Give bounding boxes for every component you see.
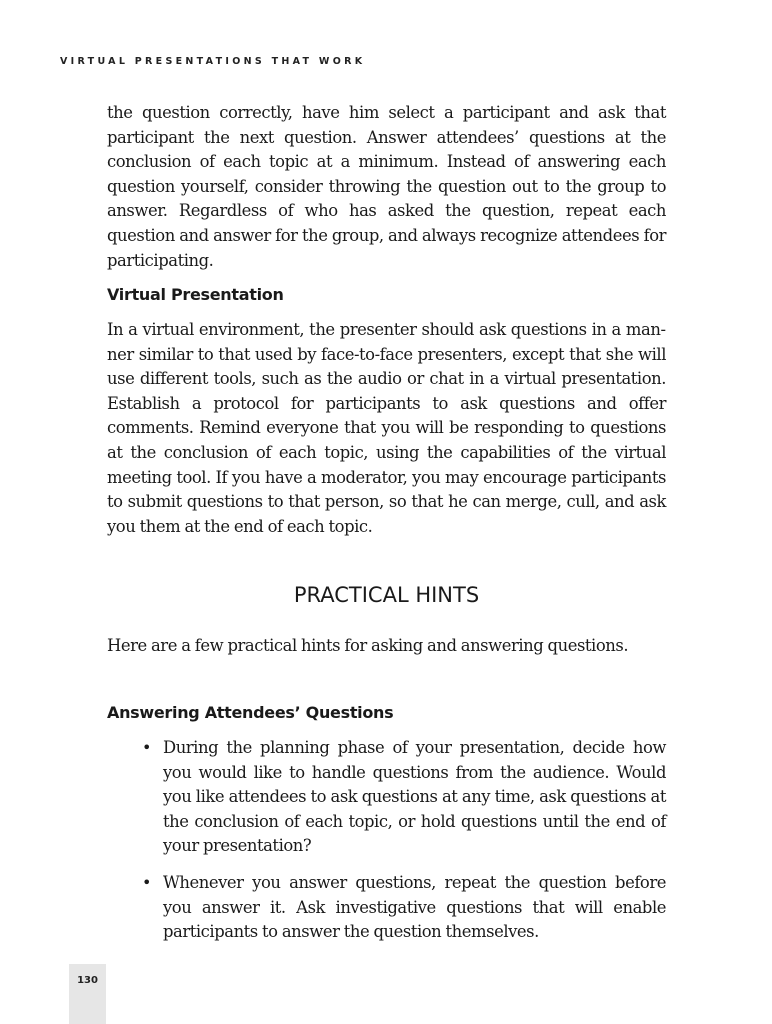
virtual-presentation-heading: Virtual Presentation	[107, 285, 284, 304]
bullet-text: During the planning phase of your presentation, decide how you would like to handle questions from the audience. Would you like attendees to ask questions at any time, ask questions at the conclusion of each topic, or hold questions until the end of your presentation?	[163, 738, 666, 856]
virtual-paragraph: In a virtual environment, the presenter should ask questions in a manner similar to that used by face-to-face presenters, except that she will use different tools, such as the audio or chat in a virtual presentation. Establish a protocol for participants to ask questions and offer comments. Remind everyone that you will be responding to questions at the conclusion of each topic, using the capabilities of the virtual meeting tool. If you have a moderator, you may encourage participants to submit questions to that person, so that he can merge, cull, and ask you them at the end of each topic.	[107, 320, 666, 536]
intro-paragraph: the question correctly, have him select a participant and ask that participant the next question. Answer attendees’ questions at the conclusion of each topic at a minimum. Instead of answering each question yourself, consider throwing the question out to the group to answer. Regardless of who has asked the question, repeat each question and answer for the group, and always recognize attendees for participating.	[107, 103, 666, 270]
list-item	[107, 871, 666, 945]
virtual-paragraph-block	[107, 318, 666, 539]
hints-intro-paragraph: Here are a few practical hints for asking and answering questions.	[107, 636, 629, 655]
section-title: PRACTICAL HINTS	[293, 583, 480, 607]
page-number-tab	[69, 964, 106, 1024]
intro-paragraph-block	[107, 101, 666, 273]
bullet-text: Whenever you answer questions, repeat the question before you answer it. Ask investigative questions that will enable participants to answer the question themselves.	[163, 872, 666, 942]
page-number: 130	[77, 975, 98, 986]
bullet-icon: •	[142, 738, 151, 757]
hints-bullet-list	[107, 736, 666, 957]
answering-questions-heading: Answering Attendees’ Questions	[107, 703, 394, 722]
list-item	[107, 736, 666, 859]
running-header: VIRTUAL PRESENTATIONS THAT WORK	[60, 56, 366, 67]
hints-intro-block	[107, 634, 666, 659]
bullet-icon: •	[142, 872, 151, 892]
